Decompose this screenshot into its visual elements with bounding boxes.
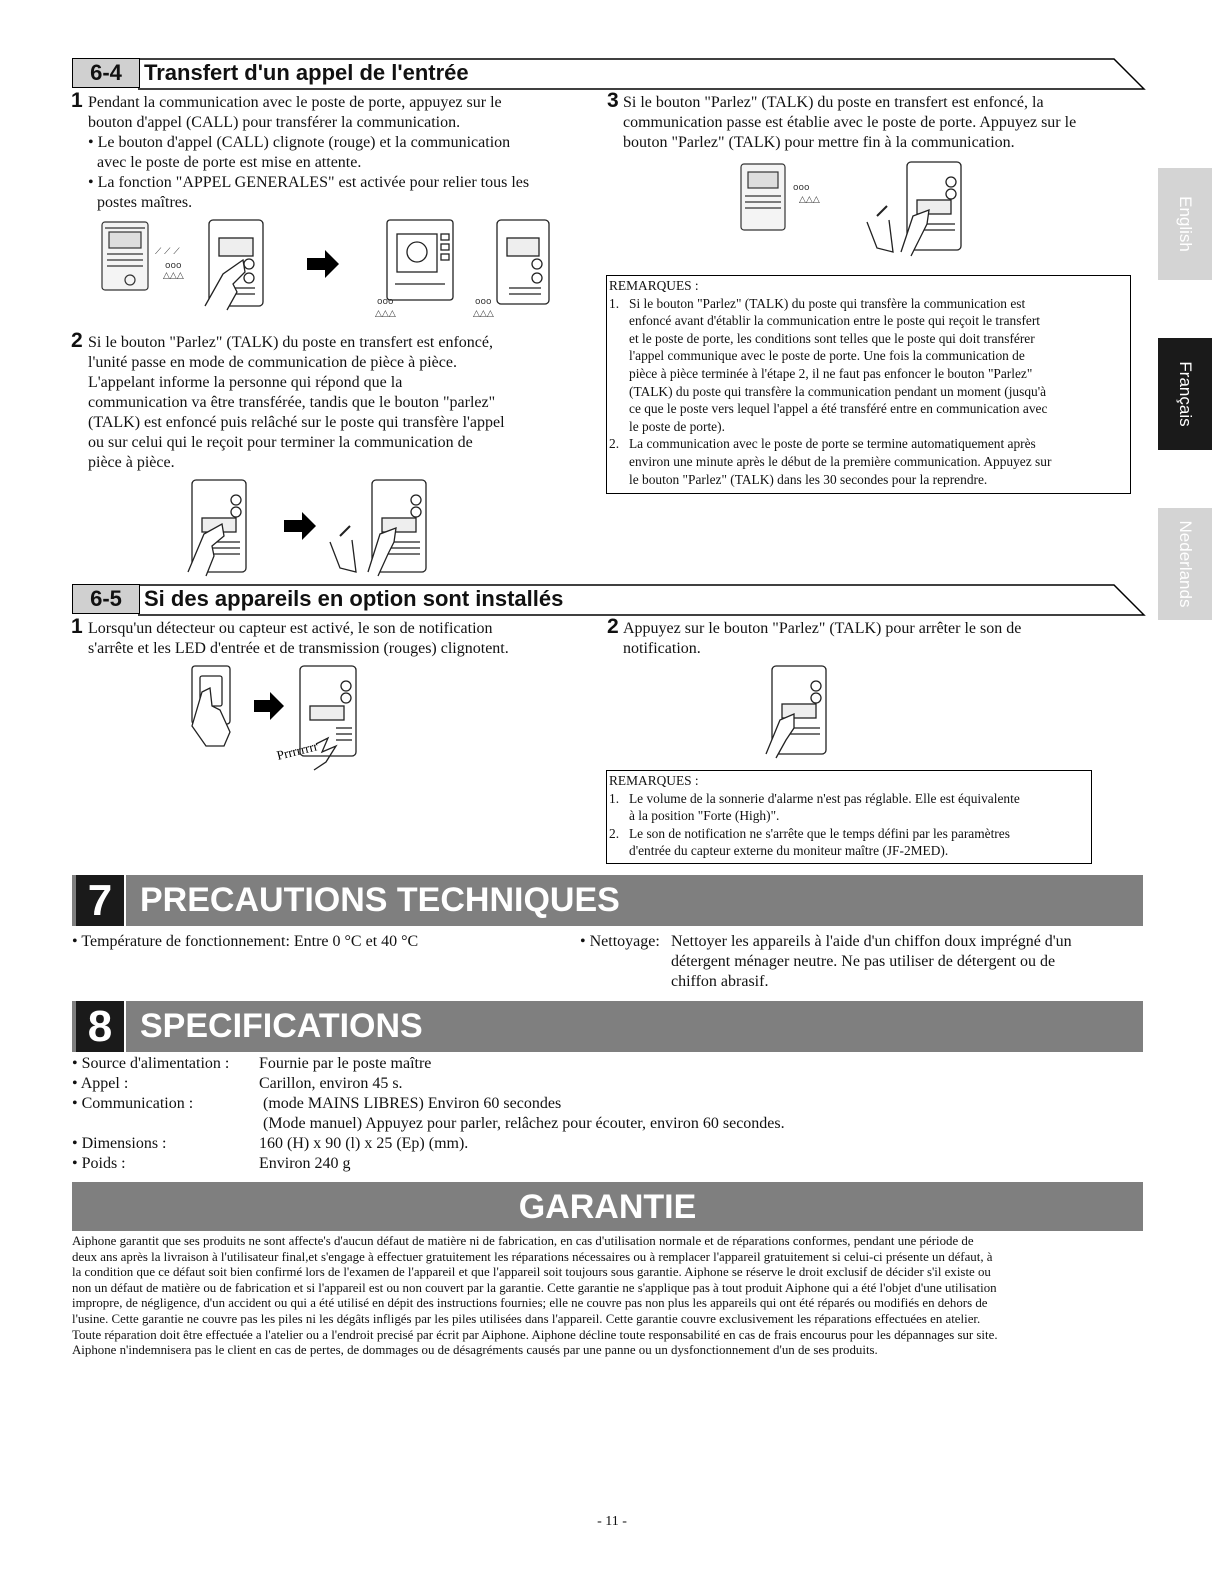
text-line: deux ans après la livraison à l'utilisateur final,et s'engage à effectuer gratuitement les réparations nécessaires ou à remplacer l'appareil gratuitement si celui-ci présente un défaut, à — [72, 1249, 993, 1264]
text-line: le poste de porte). — [629, 418, 725, 434]
step-2-illustration — [180, 472, 440, 582]
tab-english[interactable] — [1158, 168, 1212, 280]
warranty-title: GARANTIE — [518, 1188, 697, 1226]
svg-text:ooo: ooo — [793, 183, 810, 193]
text-line: Aiphone n'indemnisera pas le client en cas de pertes, de dommages ou de désagréments causés par une panne ou un dysfonctionnement d'un de ses produits. — [72, 1343, 878, 1358]
text-line: chiffon abrasif. — [671, 973, 769, 990]
step-number: 3 — [607, 89, 619, 112]
section-7-header — [72, 875, 1143, 926]
section-number: 8 — [76, 1001, 126, 1052]
svg-text:△△△: △△△ — [473, 309, 494, 319]
text-line: communication passe est établie avec le poste de porte. Appuyez sur le — [623, 114, 1077, 131]
text-line: impropre, de négligence, d'un accident ou qui a été utilisé en dépit des instructions fournies; elle ne couvre pas non plus les appareils qui ont été réparés ou modifiés en dehors de — [72, 1296, 988, 1311]
handset-station-icon — [205, 220, 263, 310]
text-line: et le poste de porte, les conditions sont telles que le poste qui doit transférer — [629, 330, 1035, 346]
step-number: 2 — [607, 615, 619, 638]
section-6-4-header — [72, 58, 1152, 88]
text-line: Si le bouton "Parlez" (TALK) du poste en transfert est enfoncé, la — [623, 94, 1044, 111]
handset-station-icon — [188, 480, 246, 576]
step-1-text — [88, 619, 509, 659]
warranty-text — [72, 1234, 1152, 1359]
section-number: 6-4 — [72, 58, 140, 88]
spec-key: • Appel : — [72, 1075, 129, 1092]
step-1-illustration — [95, 214, 565, 334]
spec-key: • Communication : — [72, 1095, 194, 1112]
warranty-header — [72, 1182, 1143, 1231]
remarks-box — [606, 770, 1092, 864]
text-line: le bouton "Parlez" (TALK) dans les 30 secondes pour la reprendre. — [629, 471, 988, 487]
section-number: 6-5 — [72, 584, 140, 614]
temperature-text: • Température de fonctionnement: Entre 0 °C et 40 °C — [72, 933, 419, 950]
arrow-right-icon — [254, 692, 284, 720]
remark-item — [609, 790, 1089, 825]
step-3-illustration — [735, 158, 975, 258]
step-number: 1 — [71, 615, 83, 638]
page-number: - 11 - — [597, 1514, 627, 1529]
section-8-header — [72, 1001, 1143, 1052]
text-line: Le volume de la sonnerie d'alarme n'est pas réglable. Elle est équivalente — [629, 790, 1020, 806]
text-line: l'unité passe en mode de communication de pièce à pièce. — [88, 354, 457, 371]
remarks-box — [606, 275, 1131, 494]
text-line: • La fonction "APPEL GENERALES" est activée pour relier tous les — [88, 174, 530, 191]
text-line: Pendant la communication avec le poste de porte, appuyez sur le — [88, 94, 502, 111]
text-line: bouton d'appel (CALL) pour transférer la communication. — [88, 114, 461, 131]
spec-value: (mode MAINS LIBRES) Environ 60 secondes — [259, 1095, 562, 1112]
text-line: à la position "Forte (High)". — [629, 808, 780, 824]
text-line: l'usine. Cette garantie ne couvre pas les piles ni les dégâts infligés par les piles utilisées dans l'appareil. Cette garantie couvre exclusivement les réparations effectuées en atelier. — [72, 1311, 981, 1326]
sound-waves-icon — [793, 183, 820, 205]
tab-nederlands-label: Nederlands — [1176, 520, 1195, 608]
cleaning-label: • Nettoyage: — [580, 933, 660, 950]
text-line: d'entrée du capteur externe du moniteur maître (JF-2MED). — [629, 843, 949, 859]
remarks-heading: REMARQUES : — [609, 773, 699, 788]
text-line: notification. — [623, 640, 701, 657]
spec-value: Environ 240 g — [259, 1155, 351, 1172]
text-line: • Le bouton d'appel (CALL) clignote (rouge) et la communication — [88, 134, 511, 151]
video-monitor-icon — [387, 220, 453, 300]
svg-text:△△△: △△△ — [163, 271, 184, 281]
text-line: ou sur celui qui le reçoit pour terminer la communication de — [88, 434, 473, 451]
section-title: PRECAUTIONS TECHNIQUES — [140, 881, 620, 919]
handset-station-icon — [867, 162, 961, 256]
tab-francais[interactable] — [1158, 338, 1212, 450]
step-number: 2 — [71, 329, 83, 352]
text-line: postes maîtres. — [97, 194, 193, 211]
sensor-button-icon — [192, 666, 230, 746]
step-2-text — [88, 333, 505, 473]
sound-label: Prrrrrrrr — [275, 738, 320, 763]
text-line: ce que le poste vers lequel l'appel a été transféré entre en communication avec — [629, 401, 1048, 417]
spec-value: Fournie par le poste maître — [259, 1055, 432, 1072]
text-line: La communication avec le poste de porte se termine automatiquement après — [629, 436, 1036, 452]
remarks-heading: REMARQUES : — [609, 278, 699, 293]
svg-text:△△△: △△△ — [375, 309, 396, 319]
arrow-right-icon — [284, 512, 316, 540]
remark-item — [609, 435, 1128, 488]
text-line: Lorsqu'un détecteur ou capteur est activé, le son de notification — [88, 620, 493, 637]
text-line: communication va être transférée, tandis que le bouton "parlez" — [88, 394, 496, 411]
text-line: L'appelant informe la personne qui répond que la — [88, 374, 403, 391]
spec-key: • Dimensions : — [72, 1135, 167, 1152]
text-line: Si le bouton "Parlez" (TALK) du poste qui transfère la communication est — [629, 295, 1026, 311]
svg-text:ooo: ooo — [475, 297, 492, 307]
step-2-text — [623, 619, 1021, 659]
text-line: pièce à pièce. — [88, 454, 175, 471]
text-line: bouton "Parlez" (TALK) pour mettre fin à la communication. — [623, 134, 1015, 151]
text-line: Aiphone garantit que ses produits ne sont affecte's d'aucun défaut de matière ni de fabrication, en cas d'utilisation normale et de réparations conformes, pendant une période de — [72, 1234, 974, 1248]
tab-english-label: English — [1176, 196, 1195, 252]
text-line: avec le poste de porte est mise en attente. — [97, 154, 362, 171]
remark-number: 1. — [609, 295, 620, 311]
spec-key: • Poids : — [72, 1155, 126, 1172]
text-line: s'arrête et les LED d'entrée et de transmission (rouges) clignotent. — [88, 640, 509, 657]
door-station-icon — [741, 164, 785, 230]
remark-number: 2. — [609, 825, 620, 841]
text-line: (TALK) du poste qui transfère la communication pendant un moment (jusqu'à — [629, 383, 1047, 399]
step-number: 1 — [71, 89, 83, 112]
text-line: Si le bouton "Parlez" (TALK) du poste en transfert est enfoncé, — [88, 334, 493, 351]
step-1-text — [88, 93, 529, 213]
text-line: Toute réparation doit être effectuée a l'atelier ou a l'endroit precisé par écrit par Aiphone. Aiphone décline toute responsabilité en cas de frais encourus pour les dépannages sur site. — [72, 1327, 998, 1342]
handset-station-icon — [330, 480, 426, 576]
handset-station-icon — [497, 220, 549, 304]
spec-value: Carillon, environ 45 s. — [259, 1075, 403, 1092]
door-station-icon — [102, 222, 148, 290]
section-title: Si des appareils en option sont installés — [144, 586, 564, 611]
spec-value: 160 (H) x 90 (l) x 25 (Ep) (mm). — [259, 1135, 469, 1152]
text-line: Le son de notification ne s'arrête que le temps défini par les paramètres — [629, 825, 1010, 841]
svg-text:△△△: △△△ — [799, 195, 820, 205]
section-6-5-header — [72, 584, 1152, 614]
svg-text:ooo: ooo — [377, 297, 394, 307]
svg-text:ooo: ooo — [165, 261, 182, 271]
remark-item — [609, 825, 1089, 860]
tab-francais-label: Français — [1176, 361, 1195, 427]
text-line: environ une minute après le début de la première communication. Appuyez sur — [629, 453, 1052, 469]
tab-nederlands[interactable] — [1158, 508, 1212, 620]
remark-item — [609, 295, 1128, 436]
step-2-talk-illustration — [760, 662, 840, 762]
text-line: pièce à pièce terminée à l'étape 2, il ne faut pas enfoncer le bouton "Parlez" — [629, 365, 1033, 381]
sound-waves-icon — [155, 247, 184, 281]
text-line: non un défaut de matière ou de fabrication et si l'appareil est ou non couvert par la garantie. Cette garantie ne s'applique pas à tout produit Aiphone qui a été l'objet d'une utilisation — [72, 1280, 997, 1295]
remark-number: 2. — [609, 436, 620, 452]
step-3-text — [623, 93, 1076, 153]
sensor-illustration — [186, 662, 386, 774]
spec-value: (Mode manuel) Appuyez pour parler, relâchez pour écouter, environ 60 secondes. — [259, 1115, 785, 1132]
text-line: (TALK) est enfoncé puis relâché sur le poste qui transfère l'appel — [88, 414, 505, 431]
text-line: détergent ménager neutre. Ne pas utiliser de détergent ou de — [671, 953, 1056, 970]
remark-number: 1. — [609, 790, 620, 806]
handset-station-icon — [766, 666, 826, 758]
arrow-right-icon — [307, 250, 339, 278]
text-line: Appuyez sur le bouton "Parlez" (TALK) pour arrêter le son de — [623, 620, 1022, 637]
text-line: enfoncé avant d'établir la communication entre le poste qui reçoit le transfert — [629, 313, 1041, 329]
text-line: l'appel communique avec le poste de porte. Une fois la communication de — [629, 348, 1025, 364]
text-line: Nettoyer les appareils à l'aide d'un chiffon doux imprégné d'un — [671, 933, 1072, 950]
section-title: Transfert d'un appel de l'entrée — [144, 60, 469, 85]
section-number: 7 — [76, 875, 126, 926]
text-line: la condition que ce défaut soit bien confirmé lors de l'examen de l'appareil et que l'appareil soit toujours sous garantie. Aiphone se réserve le droit exclusif de décider s'il existe ou — [72, 1265, 991, 1280]
section-title: SPECIFICATIONS — [140, 1007, 423, 1045]
spec-key: • Source d'alimentation : — [72, 1055, 230, 1072]
svg-text:⟋ ⟋ ⟋: ⟋ ⟋ ⟋ — [155, 247, 180, 257]
cleaning-text — [671, 932, 1072, 992]
